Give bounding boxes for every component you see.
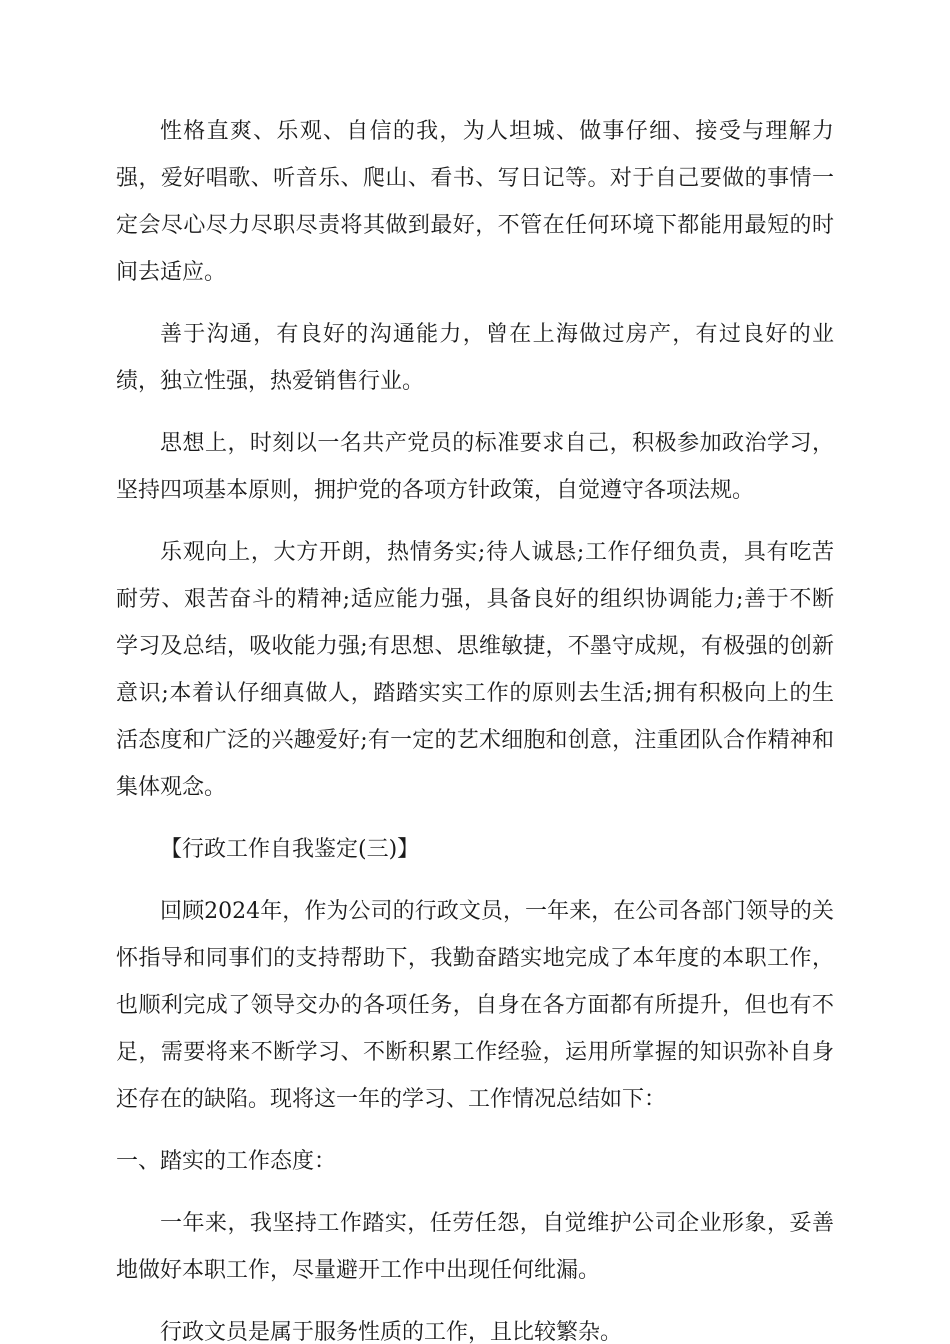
paragraph-year-review: 回顾2024年，作为公司的行政文员，一年来，在公司各部门领导的关怀指导和同事们的支持帮助下，我勤奋踏实地完成了本年度的本职工作，也顺利完成了领导交办的各项任务，自身在各方面都有所提升，但也有不足，需要将来不断学习、不断积累工作经验，运用所掌握的知识弥补自身还存在的缺陷。现将这一年的学习、工作情况总结如下： xyxy=(116,899,834,1112)
paragraph-work-attitude: 一年来，我坚持工作踏实，任劳任怨，自觉维护公司企业形象，妥善地做好本职工作，尽量避开工作中出现任何纰漏。 xyxy=(116,1211,834,1283)
paragraph-admin-clerk: 行政文员是属于服务性质的工作，且比较繁杂。 xyxy=(160,1320,623,1344)
subsection-heading: 一、踏实的工作态度： xyxy=(116,1149,337,1174)
document-body xyxy=(116,108,834,1344)
section-heading: 【行政工作自我鉴定(三)】 xyxy=(160,837,420,862)
paragraph-character-traits: 乐观向上，大方开朗，热情务实;待人诚恳;工作仔细负责，具有吃苦耐劳、艰苦奋斗的精神;适应能力强，具备良好的组织协调能力;善于不断学习及总结，吸收能力强;有思想、思维敏捷，不墨守成规，有极强的创新意识;本着认仔细真做人，踏踏实实工作的原则去生活;拥有积极向上的生活态度和广泛的兴趣爱好;有一定的艺术细胞和创意，注重团队合作精神和集体观念。 xyxy=(116,540,834,800)
paragraph-communication: 善于沟通，有良好的沟通能力，曾在上海做过房产，有过良好的业绩，独立性强，热爱销售行业。 xyxy=(116,322,834,394)
paragraph-personality: 性格直爽、乐观、自信的我，为人坦城、做事仔细、接受与理解力强，爱好唱歌、听音乐、爬山、看书、写日记等。对于自己要做的事情一定会尽心尽力尽职尽责将其做到最好，不管在任何环境下都能用最短的时间去适应。 xyxy=(116,119,834,285)
paragraph-ideology: 思想上，时刻以一名共产党员的标准要求自己，积极参加政治学习，坚持四项基本原则，拥护党的各项方针政策，自觉遵守各项法规。 xyxy=(116,431,834,503)
